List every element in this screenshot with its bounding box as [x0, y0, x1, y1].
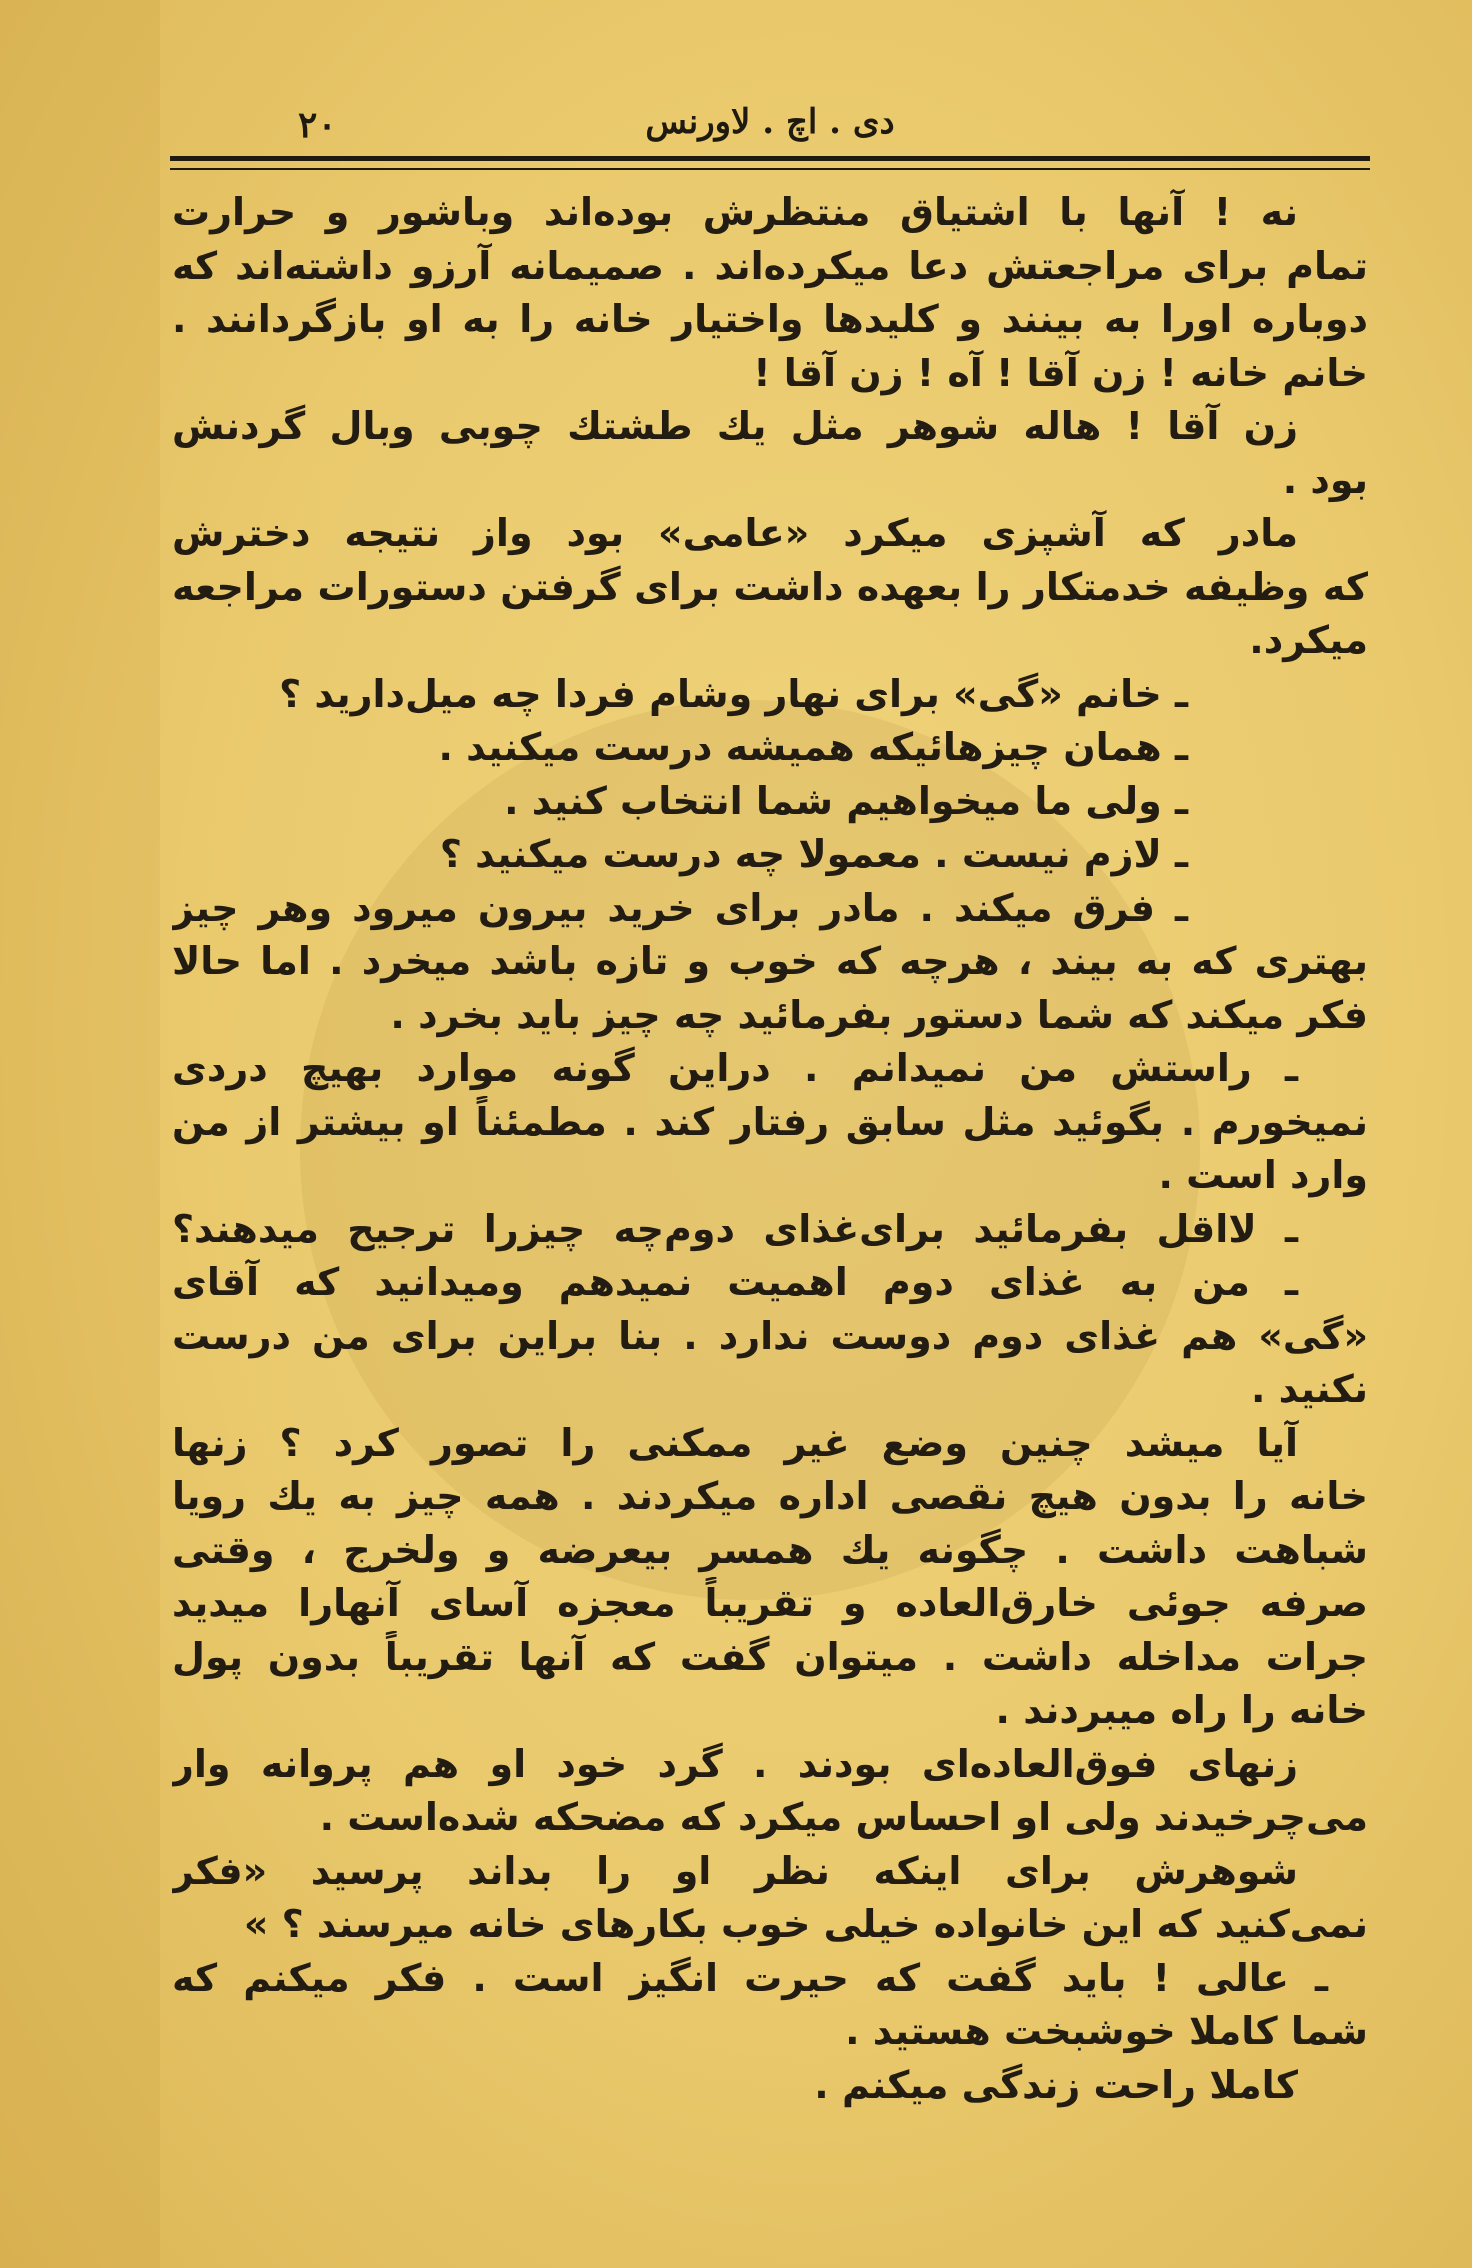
- text-line: بهتری که به بیند ، هرچه که خوب و تازه باشد میخرد . اما حالا: [172, 939, 1368, 983]
- text-line: شما کاملا خوشبخت هستید .: [845, 2009, 1368, 2053]
- text-line: ـ من به غذای دوم اهمیت نمیدهم ومیدانید که آقای: [172, 1260, 1298, 1304]
- header-rule-thick: [170, 156, 1370, 161]
- text-line: بود .: [1282, 457, 1368, 502]
- text-line: خانه را بدون هیچ نقصی اداره میکردند . همه چیز به یك رویا: [172, 1474, 1368, 1518]
- text-line: میکرد.: [1249, 618, 1368, 662]
- text-line: ـ لازم نیست . معمولا چه درست میکنید ؟: [439, 832, 1188, 876]
- text-line: خانه را راه میبردند .: [995, 1688, 1368, 1732]
- text-line: ـ راستش من نمیدانم . دراین گونه موارد بهیچ دردی: [172, 1046, 1298, 1090]
- text-line: نمی‌کنید که این خانواده خیلی خوب بکارهای خانه میرسند ؟ »: [243, 1902, 1368, 1946]
- text-line: فکر میکند که شما دستور بفرمائید چه چیز باید بخرد .: [390, 992, 1368, 1037]
- text-line: ـ عالی ! باید گفت که حیرت انگیز است . فکر میکنم که: [172, 1955, 1328, 2000]
- text-line: وارد است .: [1158, 1153, 1368, 1197]
- body-text: [172, 186, 1368, 2112]
- text-line: می‌چرخیدند ولی او احساس میکرد که مضحکه شده‌است .: [319, 1795, 1368, 1839]
- text-line: ـ همان چیزهائیکه همیشه درست میکنید .: [438, 725, 1188, 769]
- running-head: دی . اچ . لاورنس: [645, 102, 895, 142]
- text-line: شوهرش برای اینکه نظر او را بداند پرسید «فکر: [172, 1848, 1298, 1893]
- text-line: نکنید .: [1250, 1367, 1368, 1411]
- text-line: صرفه جوئی خارق‌العاده و تقریباً معجزه آسای آنهارا میدید: [172, 1581, 1368, 1625]
- text-line: ـ ولی ما میخواهیم شما انتخاب کنید .: [504, 778, 1188, 823]
- text-line: شباهت داشت . چگونه یك همسر بیعرضه و ولخرج ، وقتی: [172, 1527, 1368, 1572]
- page-header: [170, 96, 1370, 156]
- text-line: زن آقا ! هاله شوهر مثل یك طشتك چوبی وبال گردنش: [172, 404, 1298, 448]
- text-line: نه ! آنها با اشتیاق منتظرش بوده‌اند وباشور و حرارت: [172, 190, 1298, 234]
- header-rule-thin: [170, 168, 1370, 170]
- text-line: زنهای فوق‌العاده‌ای بودند . گرد خود او هم پروانه وار: [172, 1741, 1298, 1786]
- text-line: «گی» هم غذای دوم دوست ندارد . بنا براین برای من درست: [172, 1313, 1368, 1358]
- text-line: که وظیفه خدمتکار را بعهده داشت برای گرفتن دستورات مراجعه: [172, 564, 1368, 609]
- text-line: خانم خانه ! زن آقا ! آه ! زن آقا !: [753, 350, 1368, 395]
- text-line: ـ خانم «گی» برای نهار وشام فردا چه میل‌دارید ؟: [279, 671, 1188, 716]
- text-line: دوباره اورا به بینند و کلیدها واختیار خانه را به او بازگردانند .: [172, 297, 1368, 341]
- page-number: ۲۰: [298, 104, 337, 146]
- text-line: نمیخورم . بگوئید مثل سابق رفتار کند . مطمئناً او بیشتر از من: [172, 1099, 1368, 1144]
- text-line: تمام برای مراجعتش دعا میکرده‌اند . صمیمانه آرزو داشته‌اند که: [172, 243, 1368, 288]
- text-line: جرات مداخله داشت . میتوان گفت که آنها تقریباً بدون پول: [172, 1634, 1368, 1679]
- text-line: کاملا راحت زندگی میکنم .: [814, 2062, 1298, 2107]
- paper-stain: [0, 0, 160, 2268]
- text-line: ـ لااقل بفرمائید برای‌غذای دوم‌چه چیزرا ترجیح میدهند؟: [172, 1206, 1298, 1251]
- text-line: مادر که آشپزی میکرد «عامی» بود واز نتیجه دخترش: [172, 511, 1298, 555]
- text-line: آیا میشد چنین وضع غیر ممکنی را تصور کرد ؟ زنها: [172, 1420, 1298, 1465]
- text-line: ـ فرق میکند . مادر برای خرید بیرون میرود وهر چیز: [172, 885, 1188, 930]
